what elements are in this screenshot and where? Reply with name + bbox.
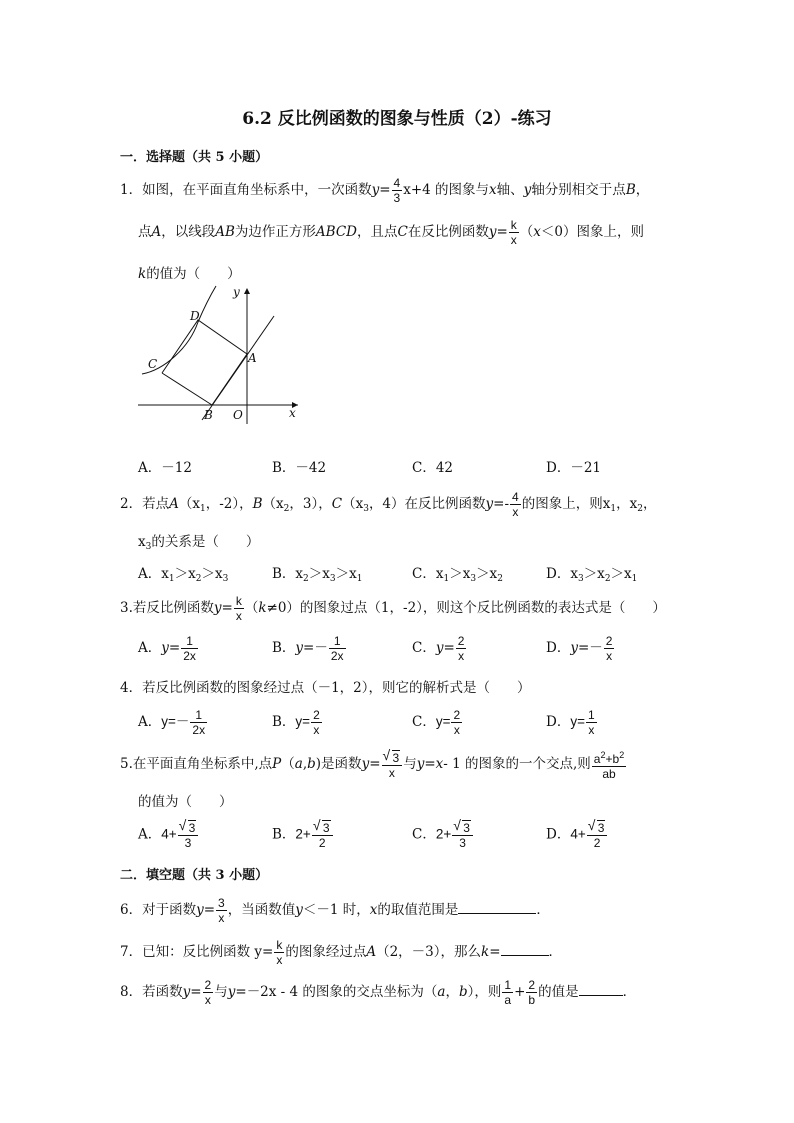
q3-option-b[interactable]: B．y=－ $\frac{1}{2x}$ bbox=[272, 634, 344, 663]
q1-fraction-k-x: $\frac{k}{x}$ bbox=[510, 218, 517, 247]
q5-line2: 的值为（ ） bbox=[138, 794, 233, 810]
page-title: 6.2 反比例函数的图象与性质（2）-练习 bbox=[242, 109, 552, 129]
section-choice-heading: 一．选择题（共 5 小题） bbox=[120, 150, 269, 165]
q3-stem: 3.若反比例函数y= $\frac{k}{x}$ （k≠0）的图象过点（1，-2），则这个反比例函数的表达式是（ ） bbox=[120, 594, 666, 623]
y-axis-arrow bbox=[244, 288, 250, 294]
label-a: A bbox=[248, 351, 257, 365]
q2-option-a[interactable]: A．$x_1>x_2>x_3$ bbox=[138, 566, 229, 584]
q2-line2: $x_3$的关系是（ ） bbox=[138, 534, 260, 552]
q1-fraction-4-3: $\frac{4}{3}$ bbox=[393, 176, 401, 205]
q8-answer-blank[interactable] bbox=[579, 983, 623, 996]
section-fill-heading: 二．填空题（共 3 小题） bbox=[120, 868, 269, 883]
q7-stem: 7．已知：反比例函数 y= $\frac{k}{x}$ 的图象经过点A（2，－3），那么k= ． bbox=[120, 938, 563, 967]
q1-line1: 1．如图，在平面直角坐标系中，一次函数y= $\frac{4}{3}$ x+4 的图象与x轴、y轴分别相交于点B， bbox=[120, 176, 650, 205]
q3-fraction: $\frac{k}{x}$ bbox=[235, 594, 242, 623]
q3-option-c[interactable]: C．y= $\frac{2}{x}$ bbox=[412, 634, 465, 663]
q6-answer-blank[interactable] bbox=[458, 901, 536, 914]
label-d: D bbox=[190, 309, 200, 323]
q6-stem: 6．对于函数y= $\frac{3}{x}$ ，当函数值y＜－1 时，x的取值范围是 ． bbox=[120, 896, 550, 925]
label-x: x bbox=[289, 406, 296, 420]
label-y: y bbox=[233, 285, 240, 299]
q5-option-a[interactable]: A．4+ √ $\frac{3}{3}$ bbox=[138, 820, 199, 850]
q1-option-b[interactable]: B．－42 bbox=[272, 460, 327, 476]
q1-option-a[interactable]: A．－12 bbox=[138, 460, 192, 476]
q4-stem: 4．若反比例函数的图象经过点（－1，2），则它的解析式是（ ） bbox=[120, 680, 531, 696]
q2-option-c[interactable]: C．$x_1>x_3>x_2$ bbox=[412, 566, 503, 584]
square-abcd bbox=[162, 320, 247, 405]
q2-fraction: $\frac{4}{x}$ bbox=[512, 490, 519, 519]
label-b: B bbox=[204, 408, 213, 422]
q4-option-c[interactable]: C．y= $\frac{2}{x}$ bbox=[412, 708, 461, 737]
q1-option-c[interactable]: C．42 bbox=[412, 460, 454, 476]
q2-option-d[interactable]: D．$x_3>x_2>x_1$ bbox=[546, 566, 638, 584]
q2-option-b[interactable]: B．$x_2>x_3>x_1$ bbox=[272, 566, 363, 584]
q7-answer-blank[interactable] bbox=[501, 943, 549, 956]
q3-option-d[interactable]: D．y=－ $\frac{2}{x}$ bbox=[546, 634, 613, 663]
q5-fraction-expression: $\frac{a^2+b^2}{ab}$ bbox=[593, 750, 625, 781]
q5-option-b[interactable]: B．2+ √ $\frac{3}{2}$ bbox=[272, 820, 334, 850]
q1-line2: 点A，以线段AB为边作正方形ABCD，且点C在反比例函数y= $\frac{k}{x}$ （x＜0）图象上，则 bbox=[138, 218, 645, 247]
q4-option-d[interactable]: D．y= $\frac{1}{x}$ bbox=[546, 708, 595, 737]
q1-option-d[interactable]: D．－21 bbox=[546, 460, 602, 476]
label-c: C bbox=[148, 357, 158, 371]
label-o: O bbox=[233, 408, 243, 422]
q4-option-a[interactable]: A．y=－ $\frac{1}{2x}$ bbox=[138, 708, 206, 737]
q5-fraction-root3-x: √ $\frac{3}{x}$ bbox=[382, 750, 403, 780]
q3-option-a[interactable]: A．y= $\frac{1}{2x}$ bbox=[138, 634, 196, 663]
q2-line1: 2．若点$A(x_1$，-2），$B(x_2$，3），$C(x_3$，4）在反比例函数y=- $\frac{4}{x}$ 的图象上，则$x_1$，$x_2$， bbox=[120, 490, 657, 519]
q4-option-b[interactable]: B．y= $\frac{2}{x}$ bbox=[272, 708, 320, 737]
q5-option-c[interactable]: C．2+ √ $\frac{3}{3}$ bbox=[412, 820, 474, 850]
q5-line1: 5.在平面直角坐标系中,点P（a,b)是函数y= √ $\frac{3}{x}$ 与y=x- 1 的图象的一个交点,则 $\frac{a^2+b^2}{ab}$ bbox=[120, 748, 627, 781]
q5-option-d[interactable]: D．4+ √ $\frac{3}{2}$ bbox=[546, 820, 608, 850]
q1-line3: k的值为（ ） bbox=[138, 266, 241, 282]
q1-figure bbox=[134, 282, 304, 427]
q8-stem: 8．若函数y= $\frac{2}{x}$ 与y=－2x - 4 的图象的交点坐标为（a，b），则 $\frac{1}{a}$ + $\frac{2}{b}$ 的值是 ． bbox=[120, 978, 637, 1007]
